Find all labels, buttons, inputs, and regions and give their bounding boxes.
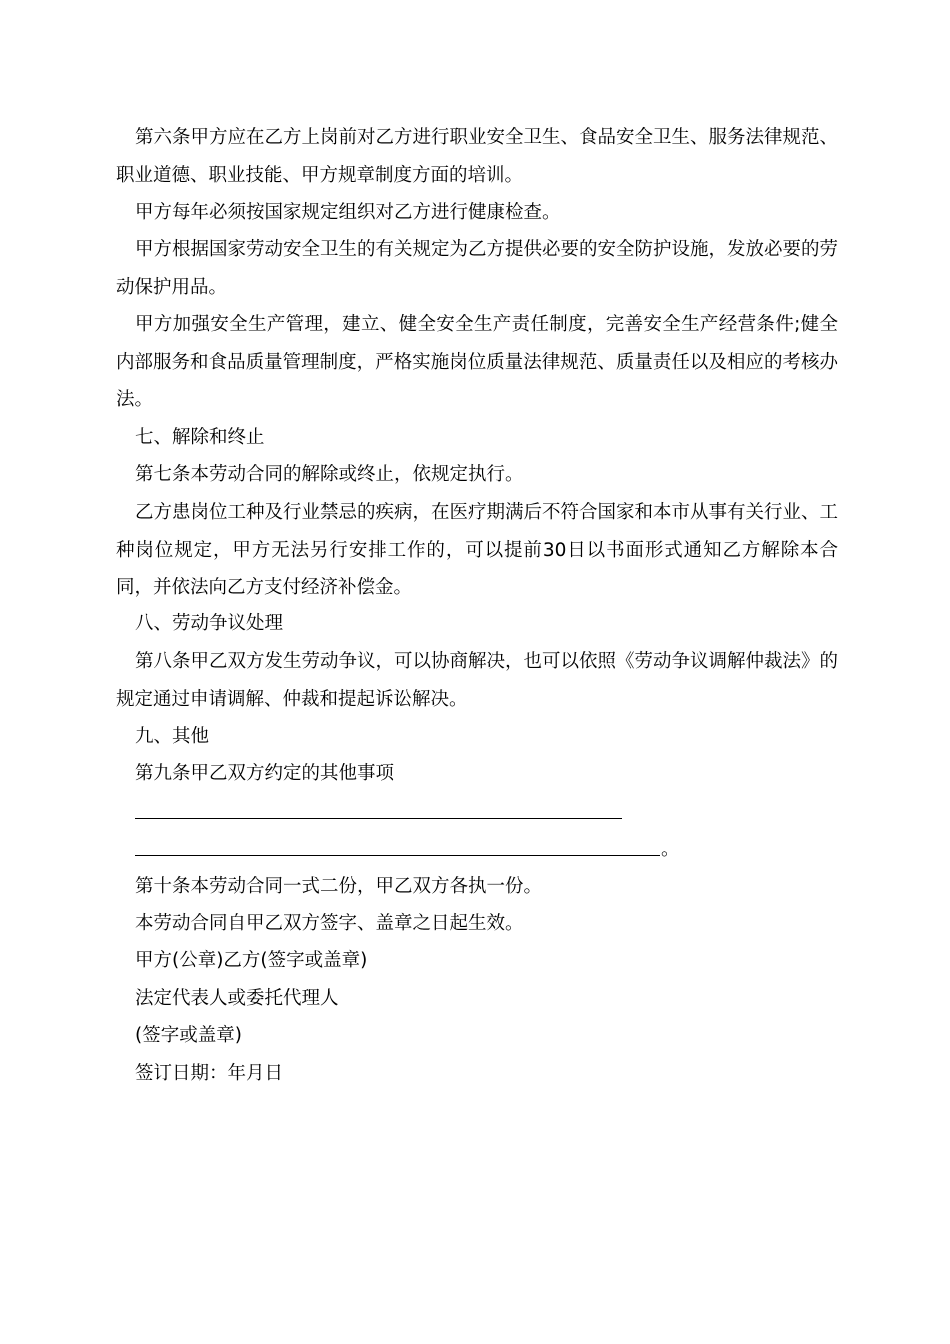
illness-termination-paragraph: 乙方患岗位工种及行业禁忌的疾病，在医疗期满后不符合国家和本市从事有关行业、工种岗位规定，甲方无法另行安排工作的，可以提前30日以书面形式通知乙方解除本合同，并依法向乙方支付经济补偿金。	[116, 502, 839, 598]
section-8-heading: 八、劳动争议处理	[135, 613, 284, 634]
signing-date-line: 签订日期：年月日	[135, 1063, 284, 1084]
signature-parties-line: 甲方(公章)乙方(签字或盖章)	[135, 950, 368, 971]
signature-or-seal-line: (签字或盖章)	[135, 1025, 242, 1046]
safety-management-paragraph: 甲方加强安全生产管理，建立、健全安全生产责任制度，完善安全生产经营条件;健全内部服务和食品质量管理制度，严格实施岗位质量法律规范、质量责任以及相应的考核办法。	[116, 314, 838, 410]
article-10-copies: 第十条本劳动合同一式二份，甲乙双方各执一份。	[135, 876, 543, 897]
blank-end-mark: 。	[661, 839, 680, 860]
fill-in-blank-line-2	[135, 855, 660, 856]
section-9-heading: 九、其他	[135, 726, 210, 747]
article-9-other-matters: 第九条甲乙双方约定的其他事项	[135, 763, 395, 784]
section-7-heading: 七、解除和终止	[135, 427, 265, 448]
article-8-dispute: 第八条甲乙双方发生劳动争议，可以协商解决，也可以依照《劳动争议调解仲裁法》的规定通过申请调解、仲裁和提起诉讼解决。	[116, 651, 839, 710]
article-6-training: 第六条甲方应在乙方上岗前对乙方进行职业安全卫生、食品安全卫生、服务法律规范、职业道德、职业技能、甲方规章制度方面的培训。	[116, 127, 839, 186]
article-7-termination: 第七条本劳动合同的解除或终止，依规定执行。	[135, 464, 524, 485]
health-check-paragraph: 甲方每年必须按国家规定组织对乙方进行健康检查。	[135, 202, 561, 223]
effective-date-clause: 本劳动合同自甲乙双方签字、盖章之日起生效。	[135, 913, 524, 934]
fill-in-blank-line-1	[135, 818, 622, 819]
safety-equipment-paragraph: 甲方根据国家劳动安全卫生的有关规定为乙方提供必要的安全防护设施，发放必要的劳动保护用品。	[116, 239, 839, 298]
legal-representative-line: 法定代表人或委托代理人	[135, 988, 339, 1009]
